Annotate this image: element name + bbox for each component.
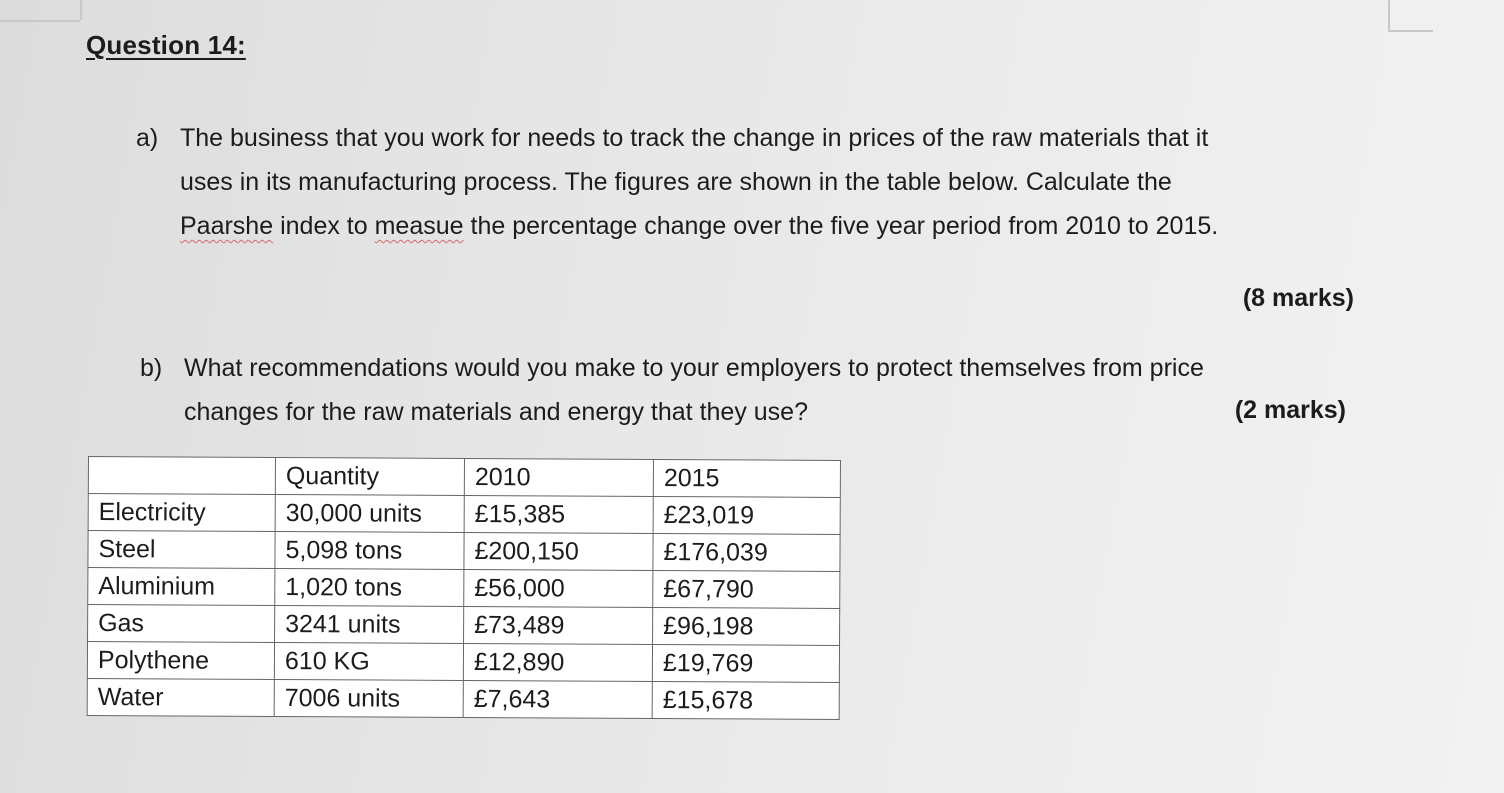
table-row xyxy=(87,642,839,683)
page-corner-mark xyxy=(0,20,80,22)
table-cell: £15,678 xyxy=(652,681,839,719)
table-row xyxy=(88,605,840,646)
page-corner-mark xyxy=(1388,30,1433,32)
part-a-line-1: The business that you work for needs to track the change in prices of the raw materials that it xyxy=(180,124,1209,152)
part-b-marks: (2 marks) xyxy=(1234,396,1346,424)
table-header-row xyxy=(88,457,840,498)
table-cell: £67,790 xyxy=(653,570,840,608)
part-a-marks: (8 marks) xyxy=(1242,284,1354,312)
table-cell: Steel xyxy=(88,531,275,569)
table-cell: 3241 units xyxy=(275,605,464,643)
part-b-line-1: What recommendations would you make to your employers to protect themselves from price xyxy=(184,354,1204,382)
misspelled-word: measue xyxy=(374,212,464,240)
part-a-line-3-text-1: index to xyxy=(280,212,368,240)
part-b-line-2: changes for the raw materials and energy that they use? xyxy=(184,398,808,426)
table-cell: 30,000 units xyxy=(275,494,464,532)
part-a-line-3 xyxy=(180,204,1360,248)
table-cell: 610 KG xyxy=(274,642,463,680)
table-cell: £176,039 xyxy=(653,533,840,571)
table-cell: Polythene xyxy=(87,642,274,680)
part-b-label: b) xyxy=(140,354,163,382)
table-header-cell: 2010 xyxy=(464,458,653,496)
table-cell: £56,000 xyxy=(464,569,653,607)
table-cell: 7006 units xyxy=(274,679,463,717)
table-row xyxy=(88,531,840,572)
table-cell: Electricity xyxy=(88,494,275,532)
table-cell: £12,890 xyxy=(463,643,652,681)
table-cell: £200,150 xyxy=(464,532,653,570)
question-title: Question 14: xyxy=(86,30,246,60)
table-cell: £15,385 xyxy=(464,495,653,533)
table-cell: £73,489 xyxy=(464,606,653,644)
table-row xyxy=(87,678,839,719)
page-corner-mark xyxy=(80,0,82,20)
table-cell: 1,020 tons xyxy=(275,568,464,606)
table-row xyxy=(88,494,840,535)
table-cell: Water xyxy=(87,678,274,716)
page-corner-mark xyxy=(1388,0,1390,30)
table-cell: £7,643 xyxy=(463,680,652,718)
table-cell: Gas xyxy=(88,605,275,643)
part-a-line-2: uses in its manufacturing process. The figures are shown in the table below. Calculate the xyxy=(180,168,1172,196)
part-b-text xyxy=(184,346,1364,434)
part-a-label: a) xyxy=(136,124,159,152)
table-cell: £19,769 xyxy=(652,644,839,682)
table-header-cell xyxy=(88,457,275,495)
table-cell: £96,198 xyxy=(653,607,840,645)
part-a-line-3-text-2: the percentage change over the five year period from 2010 to 2015. xyxy=(470,212,1219,240)
table-cell: Aluminium xyxy=(88,568,275,606)
table-row xyxy=(88,568,840,609)
table-cell: 5,098 tons xyxy=(275,531,464,569)
table-cell: £23,019 xyxy=(653,496,840,534)
raw-materials-table xyxy=(87,456,841,720)
table-header-cell: Quantity xyxy=(275,457,464,495)
part-a-text xyxy=(180,116,1360,248)
table-header-cell: 2015 xyxy=(653,459,840,497)
misspelled-word: Paarshe xyxy=(180,212,274,240)
